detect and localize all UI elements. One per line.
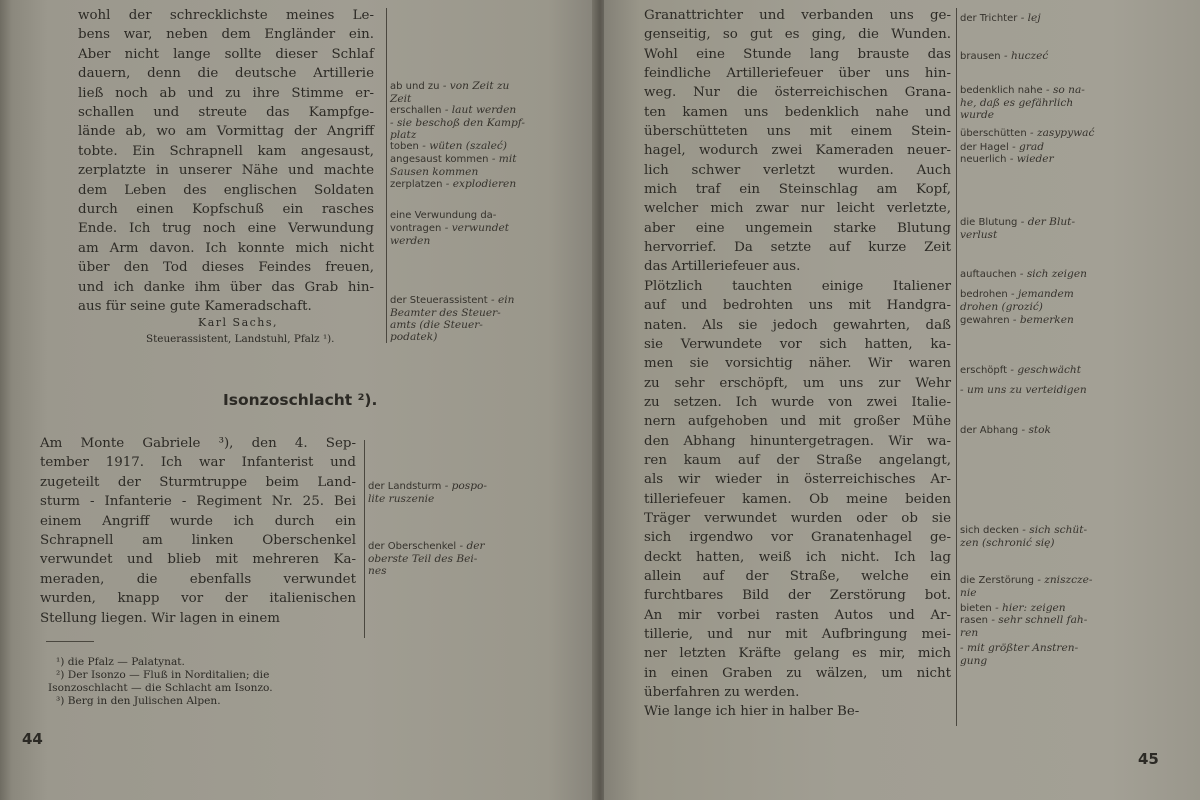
gloss-term: neuerlich — [960, 154, 1007, 165]
gloss-term: der Trichter — [960, 13, 1018, 24]
footnotes — [48, 656, 273, 708]
gloss-entry — [390, 294, 514, 343]
gloss-definition: - hier: zeigen — [991, 602, 1066, 614]
gloss-term: ab und zu — [390, 81, 440, 92]
text-line: furchtbares Bild der Zerstörung bot. — [644, 588, 951, 604]
left-page — [0, 0, 596, 800]
gloss-term: der Steuerassistent — [390, 295, 488, 306]
gloss-entry — [960, 614, 1087, 639]
text-line: Am Monte Gabriele ³), den 4. Sep- — [40, 436, 356, 451]
text-line: mich traf ein Steinschlag am Kopf, — [644, 182, 951, 198]
gloss-entry — [960, 524, 1087, 549]
footnote-rule — [46, 641, 94, 642]
text-line: wurden, knapp vor der italienischen — [40, 591, 356, 607]
gloss-definition: - um uns zu verteidigen — [960, 384, 1087, 396]
text-line: ließ noch ab und zu ihre Stimme er- — [78, 85, 374, 101]
gloss-term: der Oberschenkel — [368, 541, 457, 552]
text-line: tillerie, und nur mit Aufbringung mei- — [644, 627, 951, 642]
text-line: zu sehr erschöpft, um uns zur Wehr — [644, 375, 951, 391]
text-line: Ende. Ich trug noch eine Verwundung — [78, 221, 374, 237]
gloss-definition: - pospo- lite ruszenie — [368, 480, 487, 505]
gloss-entry — [960, 268, 1087, 281]
text-line: Träger verwundet wurden oder ob sie — [644, 510, 951, 526]
gloss-definition: - zasypywać — [1026, 127, 1095, 139]
left-top-column-rule — [386, 8, 387, 343]
text-line: durch einen Kopfschuß ein rasches — [78, 202, 374, 218]
gloss-term: sich decken — [960, 525, 1019, 536]
text-line: Granattrichter und verbanden uns ge- — [644, 8, 951, 23]
gloss-term: erschallen — [390, 105, 442, 116]
text-line: das Artilleriefeuer aus. — [644, 259, 801, 275]
gloss-term: bieten — [960, 603, 992, 614]
text-line: lich schwer verletzt wurden. Auch — [644, 162, 951, 178]
gloss-definition: - zniszcze- nie — [960, 574, 1093, 599]
text-line: überschütteten uns mit einem Stein- — [644, 124, 951, 140]
gloss-definition: - mit Sausen kommen — [390, 153, 517, 178]
gloss-entry — [960, 384, 1087, 397]
gloss-entry — [390, 209, 509, 247]
footnote: ³) Berg in den Julischen Alpen. — [56, 695, 221, 707]
gloss-definition: - huczeć — [1000, 50, 1049, 62]
text-line: ten kamen uns bedenklich nahe und — [644, 104, 951, 120]
text-line: aber eine ungemein starke Blutung — [644, 220, 951, 236]
text-line: dem Leben des englischen Soldaten — [78, 182, 374, 198]
right-paragraph — [644, 6, 951, 722]
gloss-entry — [960, 12, 1041, 25]
gloss-definition: - wieder — [1006, 153, 1054, 165]
text-line: tobte. Ein Schrapnell kam angesaust, — [78, 143, 374, 159]
gloss-definition: - jemandem drohen (grozić) — [960, 288, 1074, 313]
gloss-term: bedrohen — [960, 289, 1008, 300]
text-line: sie Verwundete vor sich hatten, ka- — [644, 336, 951, 352]
text-line: sturm - Infanterie - Regiment Nr. 25. Bei — [40, 494, 356, 510]
text-line: zu setzen. Ich wurde von zwei Italie- — [644, 394, 951, 410]
gloss-definition: - wüten (szaleć) — [418, 140, 508, 152]
gloss-entry — [390, 80, 509, 105]
gloss-term: toben — [390, 141, 419, 152]
text-line: am Arm davon. Ich konnte mich nicht — [78, 240, 374, 256]
gloss-definition: - stok — [1018, 424, 1051, 436]
gloss-entry — [960, 642, 1078, 667]
gloss-definition: - der oberste Teil des Bei- nes — [368, 540, 485, 577]
gloss-term: rasen — [960, 615, 988, 626]
gloss-entry — [368, 540, 485, 577]
author-info: Steuerassistent, Landstuhl, Pfalz ¹). — [146, 333, 335, 345]
right-page — [604, 0, 1200, 800]
text-line: deckt hatten, weiß ich nicht. Ich lag — [644, 549, 951, 565]
text-line: tilleriefeuer kamen. Ob meine beiden — [644, 491, 951, 507]
gloss-term: zerplatzen — [390, 179, 443, 190]
gloss-entry — [960, 127, 1094, 140]
text-line: in einen Graben zu wälzen, um nicht — [644, 665, 951, 681]
gloss-term: die Blutung — [960, 217, 1018, 228]
gloss-entry — [390, 178, 516, 191]
page-number-left: 44 — [22, 730, 43, 748]
text-line: hervorrief. Da setzte auf kurze Zeit — [644, 240, 951, 256]
gloss-entry — [390, 140, 507, 153]
gloss-entry — [960, 288, 1074, 313]
gloss-term: bedenklich nahe — [960, 85, 1043, 96]
text-line: wohl der schrecklichste meines Le- — [78, 8, 374, 23]
text-line: allein auf der Straße, welche ein — [644, 568, 951, 584]
footnote: ²) Der Isonzo — Fluß in Norditalien; die — [56, 669, 270, 681]
text-line: verwundet und blieb mit mehreren Ka- — [40, 552, 356, 568]
text-line: einem Angriff wurde ich durch ein — [40, 513, 356, 529]
text-line: schallen und streute das Kampfge- — [78, 105, 374, 121]
text-line: ren kaum auf der Straße angelangt, — [644, 452, 951, 468]
text-line: Stellung liegen. Wir lagen in einem — [40, 610, 280, 626]
text-line: tember 1917. Ich war Infanterist und — [40, 455, 356, 471]
gloss-term: überschütten — [960, 128, 1027, 139]
page-number-right: 45 — [1138, 750, 1159, 768]
text-line: zerplatzte in unserer Nähe und machte — [78, 163, 374, 179]
gloss-definition: - explodieren — [442, 178, 517, 190]
text-line: dauern, denn die deutsche Artillerie — [78, 66, 374, 82]
text-line: ner letzten Kräfte gelang es mir, mich — [644, 646, 951, 662]
gloss-definition: - ein Beamter des Steuer- amts (die Steuer- podatek) — [390, 294, 515, 343]
text-line: genseitig, so gut es ging, die Wunden. — [644, 27, 951, 43]
left-top-paragraph — [78, 6, 374, 317]
gloss-definition: - von Zeit zu Zeit — [390, 80, 510, 105]
gloss-definition: - geschwächt — [1007, 364, 1082, 376]
gloss-term: auftauchen — [960, 269, 1017, 280]
gloss-definition: - grad — [1008, 141, 1044, 153]
gloss-definition: - sich zeigen — [1016, 268, 1087, 280]
text-line: hagel, wodurch zwei Kameraden neuer- — [644, 143, 951, 159]
gloss-entry — [960, 84, 1085, 121]
text-line: den Abhang hinuntergetragen. Wir wa- — [644, 433, 951, 449]
left-bottom-paragraph — [40, 434, 356, 628]
text-line: über den Tod dieses Feindes freuen, — [78, 260, 374, 276]
gloss-entry — [390, 104, 525, 141]
gloss-term: die Zerstörung — [960, 575, 1034, 586]
text-line: Schrapnell am linken Oberschenkel — [40, 533, 356, 549]
text-line: bens war, neben dem Engländer ein. — [78, 27, 374, 43]
footnote: ¹) die Pfalz — Palatynat. — [56, 656, 185, 668]
gloss-definition: - der Blut- verlust — [960, 216, 1076, 241]
gloss-term: der Abhang — [960, 425, 1019, 436]
text-line: welcher mich zwar nur leicht verletzte, — [644, 201, 951, 217]
gloss-entry — [960, 153, 1054, 166]
text-line: sich irgendwo vor Granatenhagel ge- — [644, 530, 951, 546]
text-line: lände ab, wo am Vormittag der Angriff — [78, 124, 374, 140]
text-line: feindliche Artilleriefeuer über uns hin- — [644, 66, 951, 82]
gloss-entry — [960, 364, 1081, 377]
footnote: Isonzoschlacht — die Schlacht am Isonzo. — [48, 682, 273, 694]
text-line: zugeteilt der Sturmtruppe beim Land- — [40, 474, 356, 490]
gloss-definition: - laut werden - sie beschoß den Kampf- platz — [390, 104, 525, 141]
left-bottom-column-rule — [364, 440, 365, 638]
gloss-term: gewahren — [960, 315, 1010, 326]
gloss-definition: - so na- he, daß es gefährlich wurde — [960, 84, 1085, 121]
gloss-entry — [390, 153, 517, 178]
gloss-entry — [960, 50, 1048, 63]
gloss-entry — [368, 480, 487, 505]
gloss-term: eine Verwundung da- vontragen — [390, 210, 497, 234]
text-line: weg. Nur die österreichischen Grana- — [644, 85, 951, 101]
gloss-term: der Landsturm — [368, 481, 442, 492]
text-line: nern aufgehoben und mit großer Mühe — [644, 414, 951, 430]
section-title: Isonzoschlacht ²). — [223, 391, 378, 409]
gloss-definition: - mit größter Anstren- gung — [960, 642, 1079, 667]
gloss-definition: - verwundet werden — [390, 222, 510, 247]
text-line: auf und bedrohten uns mit Handgra- — [644, 298, 951, 314]
gloss-definition: - sich schüt- zen (schronić się) — [960, 524, 1088, 549]
right-column-rule — [956, 8, 957, 726]
gloss-entry — [960, 216, 1075, 241]
gloss-definition: - sehr schnell fah- ren — [960, 614, 1088, 639]
text-line: aus für seine gute Kameradschaft. — [78, 299, 312, 315]
text-line: naten. Als sie jedoch gewahrten, daß — [644, 317, 951, 333]
text-line: Plötzlich tauchten einige Italiener — [644, 278, 951, 294]
text-line: und ich danke ihm über das Grab hin- — [78, 279, 374, 295]
text-line: Wie lange ich hier in halber Be- — [644, 704, 860, 720]
text-line: meraden, die ebenfalls verwundet — [40, 571, 356, 587]
text-line: Aber nicht lange sollte dieser Schlaf — [78, 46, 374, 62]
gloss-term: erschöpft — [960, 365, 1008, 376]
text-line: als wir wieder in österreichisches Ar- — [644, 472, 951, 488]
gloss-entry — [960, 424, 1051, 437]
gloss-entry — [960, 314, 1074, 327]
gloss-definition: - lej — [1017, 12, 1041, 24]
author-name: Karl Sachs, — [198, 316, 279, 329]
text-line: Wohl eine Stunde lang brauste das — [644, 46, 951, 62]
gloss-term: der Hagel — [960, 142, 1009, 153]
gloss-term: brausen — [960, 51, 1001, 62]
gloss-term: angesaust kommen — [390, 154, 489, 165]
gloss-entry — [960, 574, 1092, 599]
text-line: An mir vorbei rasten Autos und Ar- — [644, 607, 951, 623]
gloss-definition: - bemerken — [1009, 314, 1074, 326]
text-line: überfahren zu werden. — [644, 685, 800, 701]
text-line: men sie vorsichtig näher. Wir waren — [644, 356, 951, 372]
